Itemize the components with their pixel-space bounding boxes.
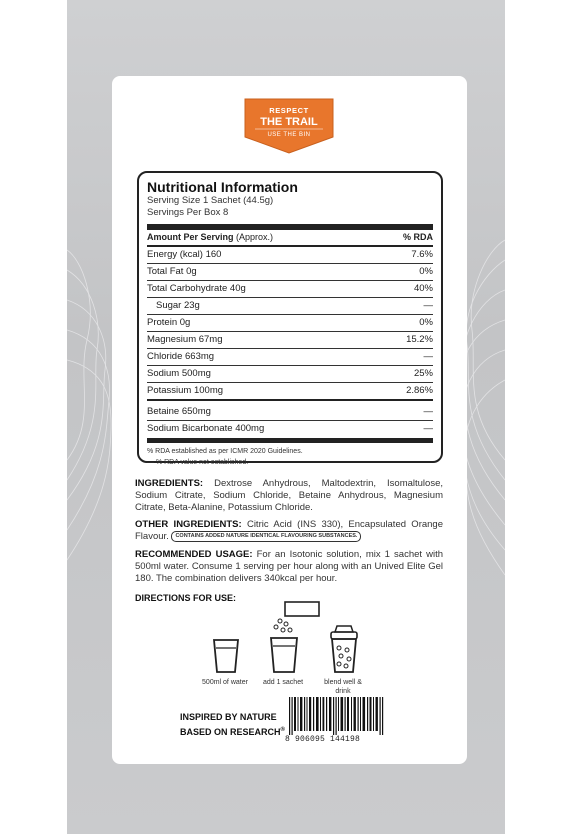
row-rda: 40% [413, 283, 433, 294]
tagline-line2 [180, 724, 285, 739]
row-name: Energy (kcal) 160 [147, 249, 222, 260]
footnote-1: % RDA established as per ICMR 2020 Guidelines. [147, 448, 303, 455]
row-name: Potassium 100mg [147, 385, 224, 396]
other-ingredients-text: Citric Acid (INS 330), Encapsulated Orange Flavour. [135, 519, 443, 543]
ingredients-text: Dextrose Anhydrous, Maltodextrin, Isomaltulose, Sodium Citrate, Sodium Chloride, Betaine Anhydrous, Magnesium Citrate, Beta-Alanine, Potassium Chloride. [135, 478, 443, 513]
table-row [147, 332, 433, 349]
ingredients-label: INGREDIENTS: [135, 478, 204, 489]
barcode [280, 697, 391, 735]
step3-caption: blend well & drink [324, 679, 362, 695]
row-name: Protein 0g [147, 317, 191, 328]
table-row [147, 247, 433, 264]
row-name: Total Fat 0g [147, 266, 197, 277]
table-row [147, 315, 433, 332]
sachet-icon [284, 601, 320, 617]
header-right: % RDA [402, 232, 433, 242]
usage-label: RECOMMENDED USAGE: [135, 549, 253, 560]
table-row [147, 404, 433, 421]
row-name: Magnesium 67mg [147, 334, 223, 345]
barcode-number: 8 906095 144198 [285, 735, 361, 744]
table-row [147, 383, 433, 401]
badge-line3: USE THE BIN [267, 132, 311, 138]
water-glass-icon [212, 638, 240, 674]
ingredients-block [135, 478, 443, 514]
row-rda: — [423, 300, 433, 311]
table-row [147, 281, 433, 298]
tagline [180, 711, 285, 739]
step1-caption: 500ml of water [202, 679, 248, 686]
row-rda: 15.2% [406, 334, 433, 345]
header-left-bold: Amount Per Serving [147, 232, 234, 242]
rda-footnote [147, 446, 433, 468]
row-rda: 0% [419, 266, 433, 277]
nutrition-title: Nutritional Information [147, 179, 298, 195]
table-row [147, 349, 433, 366]
row-name: Betaine 650mg [147, 406, 211, 417]
nutrition-header [147, 224, 433, 247]
badge-line2: THE TRAIL [260, 116, 318, 128]
row-name: Sodium 500mg [147, 368, 211, 379]
row-name: Total Carbohydrate 40g [147, 283, 246, 294]
badge-line1: RESPECT [269, 106, 309, 115]
row-rda: — [423, 351, 433, 362]
row-rda: 0% [419, 317, 433, 328]
other-ingredients-label: OTHER INGREDIENTS: [135, 519, 242, 530]
table-row [147, 264, 433, 281]
serving-size: Serving Size 1 Sachet (44.5g) [147, 195, 274, 206]
table-row [147, 366, 433, 383]
usage-block [135, 549, 443, 585]
header-left-light: (Approx.) [233, 232, 274, 242]
step2-caption: add 1 sachet [262, 679, 304, 686]
row-rda: — [423, 423, 433, 434]
registered-mark: ® [280, 727, 285, 733]
add-sachet-glass-icon [268, 618, 300, 674]
table-row [147, 298, 433, 315]
table-row [147, 421, 433, 443]
row-rda: — [423, 406, 433, 417]
row-name: Chloride 663mg [147, 351, 215, 362]
row-name: Sodium Bicarbonate 400mg [147, 423, 265, 434]
row-rda: 2.86% [406, 385, 433, 396]
tagline-line1: INSPIRED BY NATURE [180, 712, 277, 722]
usage-text: For an Isotonic solution, mix 1 sachet with 500ml water. Consume 1 serving per hour along with an Unived Elite Gel 180. The combination delivers 340kcal per hour. [135, 549, 443, 584]
tagline-line2-text: BASED ON RESEARCH [180, 727, 281, 737]
flavouring-tag: CONTAINS ADDED NATURE IDENTICAL FLAVOURING SUBSTANCES. [171, 531, 361, 542]
row-rda: 25% [413, 368, 433, 379]
nutrition-facts-table [137, 171, 443, 466]
header-left [147, 231, 273, 244]
footnote-2: — % RDA value not established. [147, 459, 249, 466]
row-rda: 7.6% [411, 249, 433, 260]
row-name: Sugar 23g [156, 300, 200, 311]
directions-title: DIRECTIONS FOR USE: [135, 593, 237, 603]
respect-the-trail-badge [243, 97, 335, 155]
other-ingredients-block [135, 519, 443, 543]
servings-per-box: Servings Per Box 8 [147, 207, 229, 218]
shaker-bottle-icon [327, 624, 361, 674]
